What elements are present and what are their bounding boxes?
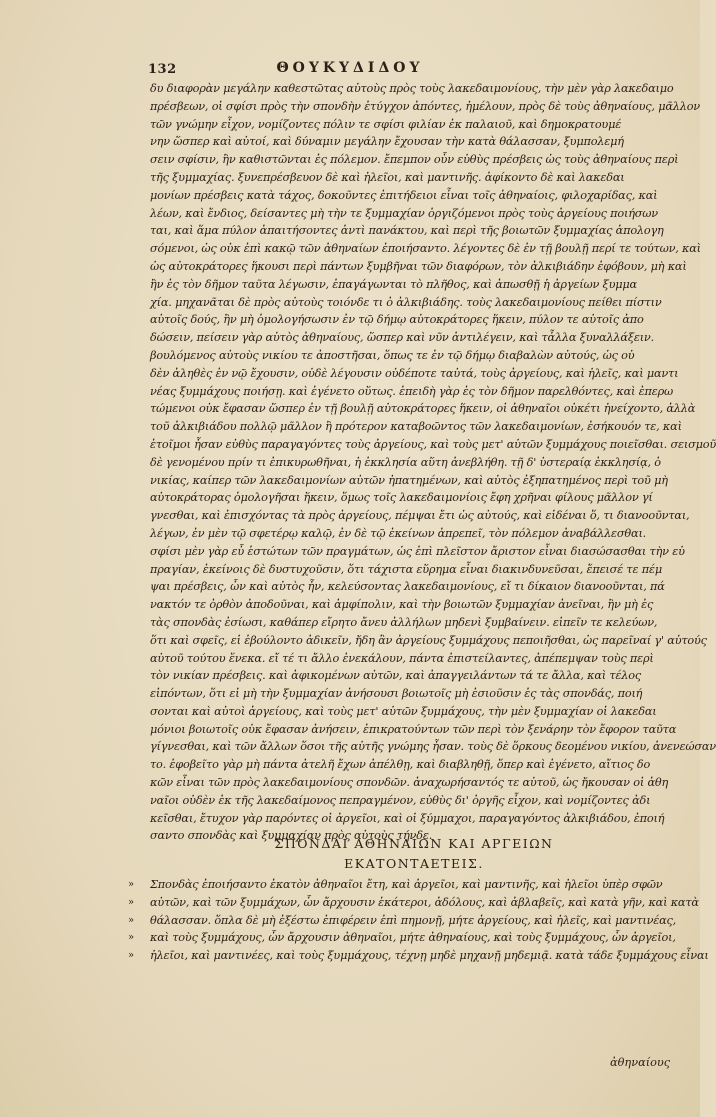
text-line: μόνιοι βοιωτοῖς οὐκ ἔφασαν ἀνήσειν, ἐπικρατούντων τῶν περὶ τὸν ξενάρην τὸν ἔφορον ταῦτα xyxy=(150,722,677,736)
text-line: αὐτοῦ τούτου ἕνεκα. εἴ τέ τι ἄλλο ἐνεκάλουν, πάντα ἐπιστείλαντες, ἀπέπεμψαν τοὺς περὶ xyxy=(150,651,654,665)
text-line: τοῦ ἀλκιβιάδου πολλῷ μᾶλλον ἢ πρότερον καταβοῶντος τῶν λακεδαιμονίων, ἐσήκουόν τε, καὶ xyxy=(150,420,682,434)
text-line: τὸν νικίαν πρέσβεις. καὶ ἀφικομένων αὐτῶν, καὶ ἀπαγγειλάντων τά τε ἄλλα, καὶ τέλος xyxy=(150,669,641,683)
text-line: τῶν γνώμην εἶχον, νομίζοντες πόλιν τε σφίσι φιλίαν ἐκ παλαιοῦ, καὶ δημοκρατουμέ xyxy=(150,117,622,131)
text-line: νέας ξυμμάχους ποιήσῃ. καὶ ἐγένετο οὕτως. ἐπειδὴ γὰρ ἐς τὸν δῆμον παρελθόντες, καὶ ἐπερω xyxy=(150,384,674,398)
text-line: αὐτοκράτορας ὁμολογῆσαι ἥκειν, ὅμως τοῖς λακεδαιμονίοις ἔφη χρῆναι φίλους μᾶλλον γί xyxy=(150,491,653,505)
text-line: γίγνεσθαι, καὶ τῶν ἄλλων ὅσοι τῆς αὐτῆς γνώμης ἦσαν. τοὺς δὲ ὅρκους δεομένου νικίου, ἀνενεώσαν xyxy=(150,740,716,754)
treaty-line-text: θάλασσαν. ὅπλα δὲ μὴ ἐξέστω ἐπιφέρειν ἐπὶ πημονῇ, μήτε ἀργείους, καὶ ἠλεῖς, καὶ μαντινέας, xyxy=(150,913,677,927)
text-line: ται, καὶ ἅμα πύλον ἀπαιτήσοντες ἀντὶ πανάκτου, καὶ περὶ τῆς βοιωτῶν ξυμμαχίας ἀπολογη xyxy=(150,224,664,238)
text-line: αὐτοῖς δούς, ἢν μὴ ὁμολογήσωσιν ἐν τῷ δήμῳ αὐτοκράτορες ἥκειν, πύλον τε αὐτοῖς ἀπο xyxy=(150,313,644,327)
text-line: τῆς ξυμμαχίας. ξυνεπρέσβευον δὲ καὶ ἠλεῖοι, καὶ μαντινῆς. ἀφίκοντο δὲ καὶ λακεδαι xyxy=(150,170,625,184)
page-number: 132 xyxy=(148,62,177,77)
quotation-mark: » xyxy=(128,879,134,890)
treaty-line xyxy=(128,947,709,965)
treaty-line xyxy=(128,912,678,930)
text-line: ὡς αὐτοκράτορες ἥκουσι περὶ πάντων ξυμβῆναι τῶν διαφόρων, τὸν ἀλκιβιάδην ἐφόβουν, μὴ καὶ xyxy=(150,259,687,273)
text-line: εἰπόντων, ὅτι εἰ μὴ τὴν ξυμμαχίαν ἀνήσουσι βοιωτοῖς μὴ ἐσιοῦσιν ἐς τὰς σπονδάς, ποιή xyxy=(150,687,643,701)
text-line: βουλόμενος αὐτοὺς νικίου τε ἀποστῆσαι, ὅπως τε ἐν τῷ δήμῳ διαβαλὼν αὐτούς, ὡς οὐ xyxy=(150,348,635,362)
text-line: δὲ γενομένου πρίν τι ἐπικυρωθῆναι, ἡ ἐκκλησία αὕτη ἀνεβλήθη. τῇ δ' ὑστεραίᾳ ἐκκλησίᾳ, ὁ xyxy=(150,455,661,469)
text-line: δὲν ἀληθὲς ἐν νῷ ἔχουσιν, οὐδὲ λέγουσιν οὐδέποτε ταὐτά, τοὺς ἀργείους, καὶ ἠλεῖς, καὶ μαντι xyxy=(150,366,679,380)
text-line: ἑτοῖμοι ἦσαν εὐθὺς παραγαγόντες τοὺς ἀργείους, καὶ τοὺς μετ' αὐτῶν ξυμμάχους ποιεῖσθαι. σεισμοῦ xyxy=(150,437,716,451)
treaty-line-text: ἠλεῖοι, καὶ μαντινέες, καὶ τοὺς ξυμμάχους, τέχνῃ μηδὲ μηχανῇ μηδεμιᾷ. κατὰ τάδε ξυμμάχους εἶναι xyxy=(150,949,709,963)
treaty-line-text: καὶ τοὺς ξυμμάχους, ὧν ἄρχουσιν ἀθηναῖοι, μήτε ἀθηναίους, καὶ τοὺς ξυμμάχους, ὧν ἀργεῖοι, xyxy=(150,931,676,945)
text-line: πραγίαν, ἐκείνοις δὲ δυστυχοῦσιν, ὅτι τάχιστα εὕρημα εἶναι διακινδυνεῦσαι, ἔπεισέ τε πέμ xyxy=(150,562,662,576)
treaty-trailing-word: ἀθηναίους xyxy=(610,1056,671,1069)
treaty-line xyxy=(128,929,678,947)
treaty-line-text: αὐτῶν, καὶ τῶν ξυμμάχων, ὧν ἄρχουσιν ἑκάτεροι, ἀδόλους, καὶ ἀβλαβεῖς, καὶ κατὰ γῆν, καὶ κατὰ xyxy=(150,895,699,909)
text-line: σονται καὶ αὐτοὶ ἀργείους, καὶ τοὺς μετ' αὐτῶν ξυμμάχους, τὴν μὲν ξυμμαχίαν οἱ λακεδαι xyxy=(150,704,657,718)
text-line: χία. μηχανᾶται δὲ πρὸς αὐτοὺς τοιόνδε τι ὁ ἀλκιβιάδης. τοὺς λακεδαιμονίους πείθει πίστιν xyxy=(150,295,662,309)
text-line: το. ἐφοβεῖτο γὰρ μὴ πάντα ἀτελῆ ἔχων ἀπέλθῃ, καὶ διαβληθῇ, ὅπερ καὶ ἐγένετο, αἴτιος δο xyxy=(150,758,651,772)
text-line: λέων, καὶ ἔνδιος, δείσαντες μὴ τὴν τε ξυμμαχίαν ὀργιζόμενοι πρὸς τοὺς ἀργείους ποιήσων xyxy=(150,206,658,220)
text-line: ψαι πρέσβεις, ὧν καὶ αὐτὸς ἦν, κελεύσοντας λακεδαιμονίους, εἴ τι δίκαιον διανοοῦνται, πά xyxy=(150,580,665,594)
body-text xyxy=(150,80,716,845)
text-line: κῶν εἶναι τῶν πρὸς λακεδαιμονίους σπονδῶν. ἀναχωρήσαντός τε αὐτοῦ, ὡς ἤκουσαν οἱ ἀθη xyxy=(150,776,669,790)
text-line: ἢν ἐς τὸν δῆμον ταῦτα λέγωσιν, ἐπαγάγωνται τὸ πλῆθος, καὶ ἀπωσθῇ ἡ ἀργείων ξυμμα xyxy=(150,277,637,291)
text-line: σειν σφίσιν, ἢν καθιστῶνται ἐς πόλεμον. ἔπεμπον οὖν εὐθὺς πρέσβεις ὡς τοὺς ἀθηναίους περὶ xyxy=(150,153,679,167)
running-head: ΘΟΥΚΥΔΙΔΟΥ xyxy=(276,60,424,76)
text-line: δυ διαφορὰν μεγάλην καθεστῶτας αὐτοὺς πρὸς τοὺς λακεδαιμονίους, τὴν μὲν γὰρ λακεδαιμο xyxy=(150,82,674,95)
text-line: πρέσβεων, οἱ σφίσι πρὸς τὴν σπονδὴν ἐτύγχον ἀπόντες, ἠμέλουν, πρὸς δὲ τοὺς ἀθηναίους, μᾶλλον xyxy=(150,99,700,113)
text-line: τὰς σπονδὰς ἐσίωσι, καθάπερ εἴρητο ἄνευ ἀλλήλων μηδενὶ ξυμβαίνειν. εἰπεῖν τε κελεύων, xyxy=(150,615,658,629)
text-line: ὅτι καὶ σφεῖς, εἰ ἐβούλοντο ἀδικεῖν, ἤδη ἂν ἀργείους ξυμμάχους πεποιῆσθαι, ὡς παρεῖναί γ' αὐτούς xyxy=(150,633,707,647)
treaty-heading-line1: ΣΠΟΝΔΑΙ ΑΘΗΝΑΙΩΝ ΚΑΙ ΑΡΓΕΙΩΝ xyxy=(274,836,554,851)
text-line: κεῖσθαι, ἔτυχον γὰρ παρόντες οἱ ἀργεῖοι, καὶ οἱ ξύμμαχοι, παραγαγόντος ἀλκιβιάδου, ἐποιή xyxy=(150,811,665,825)
treaty-line-text: Σπονδὰς ἐποιήσαντο ἑκατὸν ἀθηναῖοι ἔτη, καὶ ἀργεῖοι, καὶ μαντινῆς, καὶ ἠλεῖοι ὑπὲρ σφῶν xyxy=(150,878,663,891)
text-line: μονίων πρέσβεις κατὰ τάχος, δοκοῦντες ἐπιτήδειοι εἶναι τοῖς ἀθηναίοις, φιλοχαρίδας, καὶ xyxy=(150,188,658,202)
text-line: σφίσι μὲν γὰρ εὖ ἑστώτων τῶν πραγμάτων, ὡς ἐπὶ πλεῖστον ἄριστον εἶναι διασώσασθαι τὴν εὐ xyxy=(150,544,685,558)
quotation-mark: » xyxy=(128,950,134,962)
treaty-line xyxy=(128,894,699,912)
text-line: λέγων, ἐν μὲν τῷ σφετέρῳ καλῷ, ἐν δὲ τῷ ἐκείνων ἀπρεπεῖ, τὸν πόλεμον ἀναβάλλεσθαι. xyxy=(150,526,647,540)
text-line: σόμενοι, ὡς οὐκ ἐπὶ κακῷ τῶν ἀθηναίων ἐποιήσαντο. λέγοντες δὲ ἐν τῇ βουλῇ περί τε τούτων, καὶ xyxy=(150,242,701,256)
quotation-mark: » xyxy=(128,896,134,908)
text-line: νακτόν τε ὀρθὸν ἀποδοῦναι, καὶ ἀμφίπολιν, καὶ τὴν βοιωτῶν ξυμμαχίαν ἀνεῖναι, ἢν μὴ ἐς xyxy=(150,598,654,612)
text-line: τώμενοι οὐκ ἔφασαν ὥσπερ ἐν τῇ βουλῇ αὐτοκράτορες ἥκειν, οἱ ἀθηναῖοι οὐκέτι ἠνείχοντο, ἀλλὰ xyxy=(150,402,696,416)
treaty-heading-line2: ΕΚΑΤΟΝΤΑΕΤΕΙΣ. xyxy=(344,856,484,871)
text-line: γνεσθαι, καὶ ἐπισχόντας τὰ πρὸς ἀργείους, πέμψαι ἔτι ὡς αὐτούς, καὶ εἰδέναι ὅ, τι διανοοῦνται, xyxy=(150,509,690,523)
treaty-text xyxy=(128,876,709,965)
text-line: νικίας, καίπερ τῶν λακεδαιμονίων αὐτῶν ἠπατημένων, καὶ αὐτὸς ἐξηπατημένος περὶ τοῦ μὴ xyxy=(150,473,668,487)
text-line: ναῖοι οὐδὲν ἐκ τῆς λακεδαίμονος πεπραγμένον, εὐθὺς δι' ὀργῆς εἶχον, καὶ νομίζοντες ἀδι xyxy=(150,793,651,807)
text-line: σαντο σπονδὰς καὶ ξυμμαχίαν πρὸς αὐτοὺς τήνδε. xyxy=(150,829,433,843)
text-line: δώσειν, πείσειν γὰρ αὐτὸς ἀθηναίους, ὥσπερ καὶ νῦν ἀντιλέγειν, καὶ τἆλλα ξυναλλάξειν. xyxy=(150,331,654,345)
quotation-mark: » xyxy=(128,914,134,926)
treaty-line xyxy=(128,876,678,894)
quotation-mark: » xyxy=(128,932,134,944)
text-line: νην ὥσπερ καὶ αὐτοί, καὶ δύναμιν μεγάλην ἔχουσαν τὴν κατὰ θάλασσαν, ξυμπολεμή xyxy=(150,135,624,149)
